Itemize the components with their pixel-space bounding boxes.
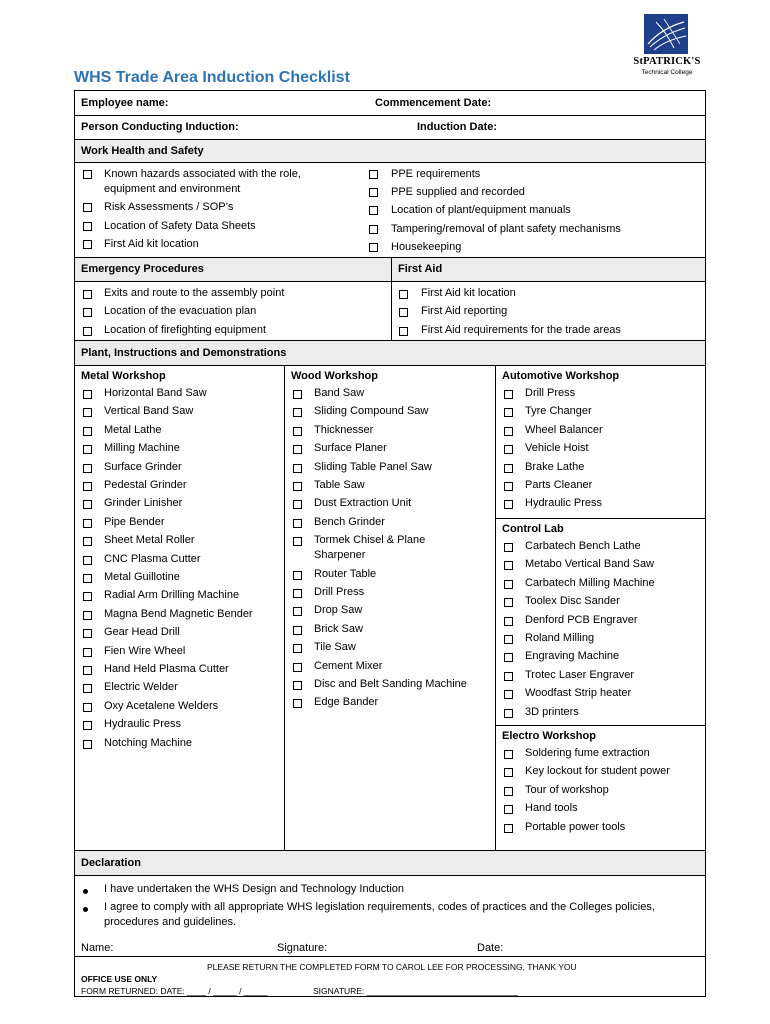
control-lab-heading: Control Lab	[502, 523, 564, 535]
checkbox[interactable]	[83, 666, 92, 675]
checklist-item: Tour of workshop	[525, 783, 609, 796]
checklist-item: Carbatech Bench Lathe	[525, 540, 641, 552]
checkbox[interactable]	[293, 663, 302, 672]
wood-workshop-column	[285, 366, 495, 850]
checklist-item: Trotec Laser Engraver	[525, 668, 635, 681]
checklist-item: Wheel Balancer	[525, 423, 603, 436]
checklist-item: Grinder Linisher	[104, 497, 183, 510]
checkbox[interactable]	[83, 703, 92, 712]
office-signature: SIGNATURE: ________________________________	[313, 986, 518, 996]
checkbox[interactable]	[83, 500, 92, 509]
checklist-item: Oxy Acetalene Welders	[104, 699, 219, 712]
checkbox[interactable]	[504, 445, 513, 454]
checklist-item: Table Saw	[314, 479, 365, 491]
office-use-label: OFFICE USE ONLY	[81, 974, 158, 984]
checklist-item: Sheet Metal Roller	[104, 534, 195, 547]
checkbox[interactable]	[83, 740, 92, 749]
first-aid-item: First Aid reporting	[421, 305, 508, 317]
checkbox[interactable]	[504, 482, 513, 491]
checklist-item: Roland Milling	[525, 632, 595, 644]
checkbox[interactable]	[293, 390, 302, 399]
declaration-line: I agree to comply with all appropriate WHS legislation requirements, codes of practices and the Colleges policies,	[104, 901, 655, 913]
checklist-item: Milling Machine	[104, 442, 180, 455]
emergency-heading: Emergency Procedures	[81, 263, 204, 275]
checklist-item: Soldering fume extraction	[525, 747, 650, 759]
first-aid-heading: First Aid	[398, 263, 443, 275]
return-notice: PLEASE RETURN THE COMPLETED FORM TO CAROL LEE FOR PROCESSING, THANK YOU	[207, 962, 577, 972]
office-use-footer	[75, 956, 705, 996]
checkbox[interactable]	[293, 482, 302, 491]
emergency-heading-row	[75, 258, 705, 282]
checklist-item: Pipe Bender	[104, 515, 165, 528]
checklist-item: Radial Arm Drilling Machine	[104, 589, 240, 602]
checklist-item: Thicknesser	[314, 423, 374, 436]
checkbox[interactable]	[504, 500, 513, 509]
whs-item: PPE requirements	[391, 168, 481, 180]
checkbox[interactable]	[83, 537, 92, 546]
automotive-workshop-cell	[496, 366, 705, 519]
checklist-item: Carbatech Milling Machine	[525, 576, 655, 589]
checkbox[interactable]	[504, 690, 513, 699]
date-label: Date:	[477, 942, 504, 954]
checklist-item: Notching Machine	[104, 736, 193, 749]
checklist-item: Metabo Vertical Band Saw	[525, 558, 655, 571]
checklist-item: Gear Head Drill	[104, 626, 180, 639]
checkbox[interactable]	[399, 290, 408, 299]
whs-item: Risk Assessments / SOP’s	[104, 201, 234, 213]
checkbox[interactable]	[293, 519, 302, 528]
checkbox[interactable]	[83, 222, 92, 231]
checklist-item: Hydraulic Press	[104, 718, 182, 731]
whs-item: Known hazards associated with the role,	[104, 168, 301, 180]
checkbox[interactable]	[504, 390, 513, 399]
checklist-item: Brick Saw	[314, 622, 363, 635]
checkbox[interactable]	[83, 327, 92, 336]
checklist-item: Hydraulic Press	[525, 497, 603, 510]
checklist-item: Sliding Compound Saw	[314, 405, 429, 418]
employee-name-label: Employee name:	[81, 97, 169, 109]
checkbox[interactable]	[504, 805, 513, 814]
checkbox[interactable]	[83, 721, 92, 730]
checkbox[interactable]	[293, 589, 302, 598]
checklist-item: Pedestal Grinder	[104, 479, 187, 491]
checklist-item: Engraving Machine	[525, 650, 620, 663]
signature-label: Signature:	[277, 942, 328, 954]
checkbox[interactable]	[369, 206, 378, 215]
first-aid-item: First Aid kit location	[421, 287, 516, 299]
whs-item: Tampering/removal of plant safety mechanisms	[391, 223, 621, 235]
first-aid-heading-cell	[392, 258, 705, 281]
checklist-item: Vehicle Hoist	[525, 442, 589, 455]
checkbox[interactable]	[504, 672, 513, 681]
checkbox[interactable]	[293, 445, 302, 454]
whs-item: First Aid kit location	[104, 238, 199, 250]
commencement-date-label: Commencement Date:	[375, 97, 492, 109]
whs-item: Location of plant/equipment manuals	[391, 204, 571, 216]
checklist-item: Portable power tools	[525, 820, 626, 833]
employee-row	[75, 91, 705, 116]
person-conducting-label: Person Conducting Induction:	[81, 121, 239, 133]
checklist-item: CNC Plasma Cutter	[104, 552, 201, 565]
checkbox[interactable]	[293, 626, 302, 635]
checkbox[interactable]	[293, 500, 302, 509]
control-lab-cell	[496, 519, 705, 726]
electro-workshop-cell	[496, 726, 705, 850]
checkbox[interactable]	[399, 308, 408, 317]
induction-row	[75, 116, 705, 140]
declaration-line: I have undertaken the WHS Design and Technology Induction	[104, 883, 405, 895]
checkbox[interactable]	[83, 203, 92, 212]
checkbox[interactable]	[369, 225, 378, 234]
checkbox[interactable]	[293, 537, 302, 546]
checkbox[interactable]	[504, 787, 513, 796]
checkbox[interactable]	[504, 543, 513, 552]
checklist-item: Router Table	[314, 567, 377, 580]
whs-heading: Work Health and Safety	[81, 145, 204, 157]
checkbox[interactable]	[504, 580, 513, 589]
checklist-item: Parts Cleaner	[525, 479, 593, 491]
checkbox[interactable]	[83, 240, 92, 249]
logo-subtitle: Technical College	[641, 69, 693, 76]
name-label: Name:	[81, 942, 114, 954]
metal-workshop-heading: Metal Workshop	[81, 370, 166, 382]
checkbox[interactable]	[369, 170, 378, 179]
checklist-item: Surface Grinder	[104, 460, 182, 473]
bullet-icon	[83, 907, 88, 912]
checkbox[interactable]	[399, 327, 408, 336]
checklist-item: Band Saw	[314, 387, 365, 399]
checklist-item: Toolex Disc Sander	[525, 595, 620, 608]
checklist-item: Horizontal Band Saw	[104, 387, 207, 399]
checklist-item: Dust Extraction Unit	[314, 497, 412, 510]
checklist-item: Drill Press	[525, 387, 576, 399]
whs-items-row	[75, 163, 705, 258]
whs-item: equipment and environment	[104, 183, 241, 195]
metal-workshop-column	[75, 366, 284, 850]
checkbox[interactable]	[504, 653, 513, 662]
checklist-item: Hand Held Plasma Cutter	[104, 663, 229, 675]
whs-item: Location of Safety Data Sheets	[104, 220, 256, 232]
plant-heading: Plant, Instructions and Demonstrations	[81, 347, 287, 359]
checklist-item: Cement Mixer	[314, 659, 383, 672]
checklist-item: Metal Guillotine	[104, 571, 180, 583]
emergency-items-row	[75, 282, 705, 341]
checklist-item: Drop Saw	[314, 604, 363, 617]
form-returned-date: FORM RETURNED: DATE: ____ / _____ / _____	[81, 986, 268, 996]
wood-workshop-heading: Wood Workshop	[291, 370, 378, 382]
checklist-item: Sharpener	[314, 549, 366, 562]
declaration-heading-row	[75, 851, 705, 876]
checklist-item: Tormek Chisel & Plane	[314, 534, 426, 547]
checkbox[interactable]	[83, 482, 92, 491]
checkbox[interactable]	[504, 427, 513, 436]
college-logo	[628, 12, 704, 82]
checkbox[interactable]	[504, 750, 513, 759]
automotive-workshop-heading: Automotive Workshop	[502, 370, 620, 382]
checkbox[interactable]	[504, 617, 513, 626]
checkbox[interactable]	[83, 519, 92, 528]
checklist-item: Key lockout for student power	[525, 765, 670, 778]
emergency-item: Location of the evacuation plan	[104, 305, 257, 317]
checkbox[interactable]	[504, 768, 513, 777]
checklist-item: Sliding Table Panel Saw	[314, 460, 432, 473]
page-title: WHS Trade Area Induction Checklist	[74, 69, 350, 86]
checklist-item: Brake Lathe	[525, 460, 585, 473]
checkbox[interactable]	[83, 611, 92, 620]
checklist-item: Metal Lathe	[104, 423, 162, 436]
checklist-item: Tyre Changer	[525, 405, 592, 418]
checklist-item: Magna Bend Magnetic Bender	[104, 607, 253, 620]
logo-name: StPATRICK'S	[633, 56, 701, 67]
checkbox[interactable]	[83, 574, 92, 583]
checklist-item: Hand tools	[525, 802, 578, 815]
whs-item: Housekeeping	[391, 241, 462, 253]
first-aid-item: First Aid requirements for the trade areas	[421, 324, 621, 336]
emergency-item: Location of firefighting equipment	[104, 324, 267, 336]
checkbox[interactable]	[504, 709, 513, 718]
whs-item: PPE supplied and recorded	[391, 186, 525, 198]
induction-date-label: Induction Date:	[417, 121, 498, 133]
electro-workshop-heading: Electro Workshop	[502, 730, 596, 742]
checkbox[interactable]	[293, 464, 302, 473]
checkbox[interactable]	[504, 561, 513, 570]
checklist-form	[74, 90, 706, 997]
checkbox[interactable]	[83, 629, 92, 638]
plant-section	[75, 366, 705, 851]
checklist-item: Electric Welder	[104, 681, 178, 694]
checkbox[interactable]	[83, 170, 92, 179]
checklist-item: Disc and Belt Sanding Machine	[314, 678, 467, 690]
checklist-item: Drill Press	[314, 586, 365, 598]
checklist-item: Vertical Band Saw	[104, 405, 194, 418]
checkbox[interactable]	[293, 427, 302, 436]
declaration-line: procedures and guidelines.	[104, 916, 237, 928]
checkbox[interactable]	[504, 464, 513, 473]
checkbox[interactable]	[504, 824, 513, 833]
emergency-heading-cell	[75, 258, 391, 281]
checkbox[interactable]	[504, 408, 513, 417]
checkbox[interactable]	[293, 644, 302, 653]
declaration-body	[75, 876, 705, 956]
checklist-item: Fien Wire Wheel	[104, 644, 186, 657]
checklist-item: 3D printers	[525, 705, 579, 718]
checkbox[interactable]	[83, 464, 92, 473]
checklist-item: Bench Grinder	[314, 515, 385, 528]
bullet-icon	[83, 889, 88, 894]
checkbox[interactable]	[83, 308, 92, 317]
checkbox[interactable]	[83, 445, 92, 454]
checkbox[interactable]	[83, 592, 92, 601]
checkbox[interactable]	[293, 571, 302, 580]
checkbox[interactable]	[504, 635, 513, 644]
checklist-item: Tile Saw	[314, 641, 356, 654]
checkbox[interactable]	[83, 427, 92, 436]
checkbox[interactable]	[293, 607, 302, 616]
checklist-item: Surface Planer	[314, 442, 387, 455]
checkbox[interactable]	[83, 408, 92, 417]
declaration-heading: Declaration	[81, 857, 141, 869]
checkbox[interactable]	[369, 243, 378, 252]
checkbox[interactable]	[293, 699, 302, 708]
checkbox[interactable]	[293, 681, 302, 690]
checkbox[interactable]	[83, 648, 92, 657]
checkbox[interactable]	[504, 598, 513, 607]
logo-emblem-icon	[644, 14, 688, 54]
checkbox[interactable]	[369, 188, 378, 197]
checkbox[interactable]	[83, 290, 92, 299]
checkbox[interactable]	[83, 556, 92, 565]
emergency-item: Exits and route to the assembly point	[104, 287, 285, 299]
checklist-item: Woodfast Strip heater	[525, 687, 632, 700]
checklist-item: Denford PCB Engraver	[525, 613, 638, 626]
checkbox[interactable]	[83, 390, 92, 399]
plant-heading-row	[75, 341, 705, 366]
checkbox[interactable]	[293, 408, 302, 417]
whs-heading-row	[75, 140, 705, 163]
checklist-item: Edge Bander	[314, 696, 379, 709]
checkbox[interactable]	[83, 684, 92, 693]
right-workshops-column	[496, 366, 705, 850]
